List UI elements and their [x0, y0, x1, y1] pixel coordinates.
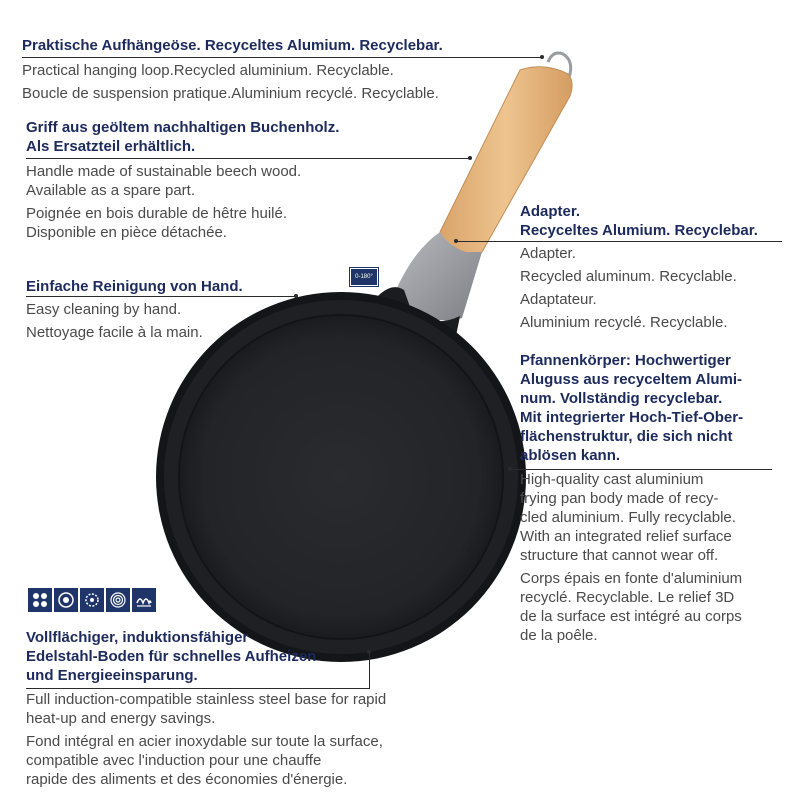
halogen-hob-icon	[106, 588, 130, 612]
hanging-loop-leader-dot	[540, 55, 544, 59]
pan-body-text-en-3: cled aluminium. Fully recyclable.	[520, 509, 736, 526]
base-text-fr-2: compatible avec l'induction pour une chauffe	[26, 752, 322, 769]
cooktop-icons	[28, 588, 156, 612]
pan-body-text-fr-3: de la surface est intégré au corps	[520, 608, 742, 625]
base-leader-line	[26, 688, 370, 689]
pan-body-text-en-4: With an integrated relief surface	[520, 528, 732, 545]
base-text-en-2: heat-up and energy savings.	[26, 710, 216, 727]
base-title-de-3: und Energieeinsparung.	[26, 667, 198, 684]
cleaning-leader-line	[26, 296, 296, 297]
handle-title-de-2: Als Ersatzteil erhältlich.	[26, 138, 196, 155]
pan-body-text-en-2: frying pan body made of recy-	[520, 490, 719, 507]
handle-block	[26, 118, 339, 242]
oven-safe-badge: 0-180°	[350, 268, 378, 286]
base-leader-vertical	[369, 652, 370, 688]
hanging-loop-text-en: Practical hanging loop.Recycled aluminium. Recyclable.	[22, 62, 394, 79]
adapter-block	[520, 202, 758, 332]
pan-body-title-de-5: flächenstruktur, die sich nicht	[520, 428, 733, 445]
cleaning-text-fr: Nettoyage facile à la main.	[26, 324, 203, 341]
adapter-leader-dot	[454, 239, 458, 243]
pan-body-title-de-3: num. Vollständig recyclebar.	[520, 390, 723, 407]
gas-hob-icon	[80, 588, 104, 612]
pan-body-title-de-1: Pfannenkörper: Hochwertiger	[520, 352, 731, 369]
pan-body-leader-line	[510, 469, 772, 470]
pan-body-text-en-5: structure that cannot wear off.	[520, 547, 719, 564]
pan-body-title-de-2: Aluguss aus recyceltem Alumi-	[520, 371, 743, 388]
adapter-text-fr-2: Aluminium recyclé. Recyclable.	[520, 314, 728, 331]
base-title-de-1: Vollflächiger, induktionsfähiger	[26, 629, 249, 646]
hanging-loop-title-de: Praktische Aufhängeöse. Recyceltes Alumium. Recyclebar.	[22, 37, 443, 54]
adapter-title-de-2: Recyceltes Alumium. Recyclebar.	[520, 222, 758, 239]
adapter-leader-line	[456, 241, 782, 242]
base-leader-dot	[367, 650, 371, 654]
cleaning-text-en: Easy cleaning by hand.	[26, 301, 182, 318]
base-text-en-1: Full induction-compatible stainless steel base for rapid	[26, 691, 387, 708]
adapter-title-de-1: Adapter.	[520, 203, 581, 220]
handle-text-en-1: Handle made of sustainable beech wood.	[26, 163, 302, 180]
handle-text-en-2: Available as a spare part.	[26, 182, 195, 199]
pan-body-block	[520, 351, 743, 645]
hanging-loop-text-fr: Boucle de suspension pratique.Aluminium recyclé. Recyclable.	[22, 85, 439, 102]
pan-body-text-fr-2: recyclé. Recyclable. Le relief 3D	[520, 589, 735, 606]
induction-hob-icon	[132, 588, 156, 612]
adapter-text-en-1: Adapter.	[520, 245, 576, 262]
pan-body-text-en-1: High-quality cast aluminium	[520, 471, 704, 488]
handle-leader-line	[26, 158, 470, 159]
adapter-text-en-2: Recycled aluminum. Recyclable.	[520, 268, 737, 285]
pan-body-leader-dot	[508, 467, 512, 471]
base-title-de-2: Edelstahl-Boden für schnelles Aufheizen	[26, 648, 317, 665]
base-text-fr-1: Fond intégral en acier inoxydable sur toute la surface,	[26, 733, 383, 750]
cleaning-leader-dot	[294, 294, 298, 298]
base-text-fr-3: rapide des aliments et des économies d'énergie.	[26, 771, 348, 788]
handle-leader-dot	[468, 156, 472, 160]
base-block	[26, 628, 386, 789]
cleaning-title-de: Einfache Reinigung von Hand.	[26, 278, 243, 295]
hanging-loop-leader-line	[22, 57, 542, 58]
cleaning-block	[26, 277, 243, 342]
pan-body-text-fr-4: de la poêle.	[520, 627, 598, 644]
handle-text-fr-1: Poignée en bois durable de hêtre huilé.	[26, 205, 288, 222]
handle-text-fr-2: Disponible en pièce détachée.	[26, 224, 227, 241]
ceramic-hob-icon	[28, 588, 52, 612]
pan-body-text-fr-1: Corps épais en fonte d'aluminium	[520, 570, 743, 587]
handle-title-de-1: Griff aus geöltem nachhaltigen Buchenholz.	[26, 119, 340, 136]
pan-body	[156, 292, 526, 662]
electric-hob-icon	[54, 588, 78, 612]
hanging-loop-block	[22, 36, 443, 103]
pan-body-title-de-6: ablösen kann.	[520, 447, 621, 464]
adapter-text-fr-1: Adaptateur.	[520, 291, 597, 308]
pan-body-title-de-4: Mit integrierter Hoch-Tief-Ober-	[520, 409, 744, 426]
